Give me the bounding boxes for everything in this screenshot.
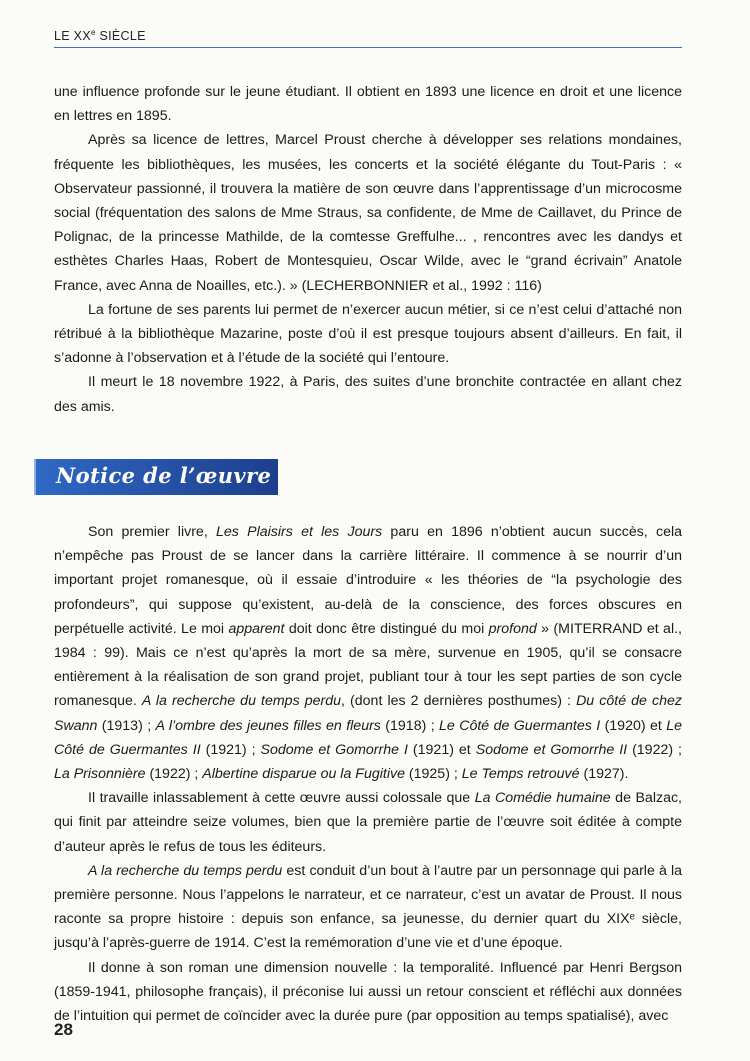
italic-title: La Comédie humaine (474, 790, 611, 807)
paragraph (54, 128, 682, 297)
text-run: Après sa licence de lettres, Marcel Proust cherche à développer ses relations mondaines, fréquente les bibliothèques, les musées, les concerts et la société élégante du Tout-Paris : « Observateur passionné, il trouvera la matière de son œuvre dans l’apprentissage d’un microcosme social (fréquentation des salons de Mme Straus, sa confidente, de Mme de Caillavet, du Prince de Polignac, de la princesse Mathilde, de la comtesse Greffulhe... , rencontres avec les dandys et esthètes Charles Haas, Robert de Montesquieu, Oscar Wilde, avec le “grand écrivain” Anatole France, avec Anna de Noailles, etc.). » (LECHERBONNIER et al., 1992 : 116) (54, 132, 682, 294)
italic-title: Le Côté de Guermantes II (54, 717, 682, 758)
text-run: » (MITERRAND et al., 1984 : 99). Mais ce n’est qu’après la mort de sa mère, survenue en 1905, qu’il se consacre entièrement à la réalisation de son grand projet, publiant tour à tour les sept parties de son cycle romanesque. (54, 620, 682, 710)
italic-title: Le Temps retrouvé (461, 766, 580, 783)
paragraph (54, 520, 682, 786)
text-run: (1922) ; (145, 766, 203, 783)
italic-title: A la recherche du temps perdu (141, 693, 342, 710)
italic-title: Les Plaisirs et les Jours (216, 524, 383, 540)
text-run: La fortune de ses parents lui permet de n’exercer aucun métier, si ce n’est celui d’attaché non rétribué à la bibliothèque Mazarine, poste d’où il est presque toujours absent d’ailleurs. En fait, il s’adonne à l’observation et à l’étude de la société qui l’entoure. (54, 301, 682, 367)
header-title-sup: e (90, 28, 96, 37)
italic-title: profond (488, 620, 537, 637)
text-run: (1921) ; (200, 741, 261, 758)
text-run: Il meurt le 18 novembre 1922, à Paris, des suites d’une bronchite contractée en allant chez des amis. (54, 374, 682, 415)
paragraph (54, 80, 682, 128)
text-run: (1920) et (600, 717, 667, 734)
italic-title: Du côté de chez Swann (54, 693, 682, 734)
paragraph (54, 786, 682, 859)
paragraph (54, 859, 682, 956)
text-block-biography (54, 80, 682, 419)
italic-title: Albertine disparue ou la Fugitive (202, 766, 405, 783)
text-run: (1922) ; (627, 741, 683, 758)
header-title-suffix: SIÈCLE (95, 29, 146, 44)
italic-title: Sodome et Gomorrhe I (260, 741, 408, 758)
text-run: (1925) ; (404, 766, 462, 783)
italic-title: A l’ombre des jeunes filles en fleurs (155, 717, 381, 734)
section-heading (36, 459, 278, 495)
italic-title: La Prisonnière (54, 766, 146, 783)
section-heading-title: Notice de l’œuvre (56, 463, 272, 488)
text-run: paru en 1896 n’obtient aucun succès, cela n’empêche pas Proust de se lancer dans la carrière littéraire. Il commence à se nourrir d’un important projet romanesque, où il essaie d’introduire « les théories de “la psychologie des profondeurs”, qui suppose qu’existent, au-delà de la conscience, des forces obscures en perpétuelle activité. Le moi (54, 524, 682, 637)
text-run: Il donne à son roman une dimension nouvelle : la temporalité. Influencé par Henri Bergson (1859-1941, philosophe français), il préconise lui aussi un retour conscient et réfléchi aux données de l’intuition qui permet de coïncider avec la durée pure (par opposition au temps spatialisé), avec (54, 959, 682, 1025)
text-run: (1921) et (407, 741, 476, 758)
text-block-notice (54, 520, 682, 1028)
text-run: , (dont les 2 dernières posthumes) : (341, 693, 577, 710)
text-run: une influence profonde sur le jeune étudiant. Il obtient en 1893 une licence en droit et une licence en lettres en 1895. (54, 84, 682, 125)
italic-title: apparent (228, 620, 285, 637)
page-number: 28 (54, 1020, 73, 1039)
italic-title: A la recherche du temps perdu (88, 862, 283, 879)
text-run: (1913) ; (97, 717, 156, 734)
text-run: Il travaille inlassablement à cette œuvre aussi colossale que (88, 790, 475, 807)
italic-title: Sodome et Gomorrhe II (475, 741, 628, 758)
paragraph (54, 298, 682, 371)
paragraph (54, 956, 682, 1029)
text-run: doit donc être distingué du moi (284, 620, 489, 637)
text-run: (1918) ; (380, 717, 440, 734)
running-header (54, 28, 682, 48)
text-run: (1927). (579, 766, 629, 783)
text-run: Son premier livre, (88, 524, 216, 540)
text-run: de Balzac, qui finit par atteindre seize volumes, bien que la première partie de l’œuvre soit éditée à compte d’auteur après le refus de tous les éditeurs. (54, 790, 682, 855)
text-run: est conduit d’un bout à l’autre par un personnage qui parle à la première personne. Nous l’appelons le narrateur, et ce narrateur, c’est un avatar de Proust. Il nous raconte sa propre histoire : depuis son enfance, sa jeunesse, du dernier quart du XIXᵉ siècle, jusqu’à l’après-guerre de 1914. C’est la remémoration d’une vie et d’une époque. (54, 862, 682, 952)
paragraph (54, 370, 682, 418)
italic-title: Le Côté de Guermantes I (439, 717, 601, 734)
header-title-prefix: LE XX (54, 29, 91, 44)
